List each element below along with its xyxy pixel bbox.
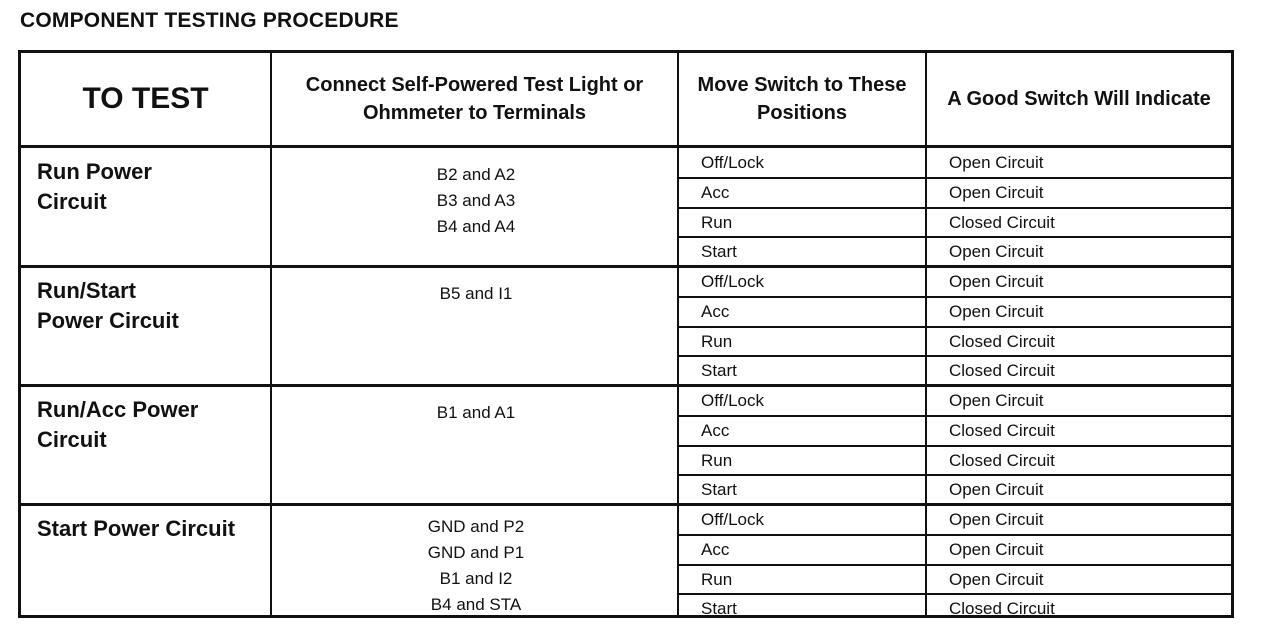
circuit-indication: Open Circuit: [949, 153, 1044, 172]
group-name: Run/Start Power Circuit: [37, 278, 179, 333]
switch-position: Off/Lock: [701, 391, 764, 410]
terminal-list: [273, 514, 679, 618]
circuit-indication: Open Circuit: [949, 539, 1044, 559]
circuit-indication: Open Circuit: [949, 242, 1044, 262]
group-divider: [21, 384, 1231, 387]
terminal-pair: GND and P1: [427, 543, 525, 562]
component-testing-table: [18, 50, 1234, 618]
switch-position: Run: [701, 331, 733, 351]
circuit-indication: Open Circuit: [949, 391, 1044, 410]
row-divider: [679, 326, 1231, 328]
circuit-indication: Open Circuit: [949, 510, 1044, 529]
terminal-pair: B4 and A4: [436, 217, 516, 236]
circuit-indication: Open Circuit: [949, 301, 1044, 321]
row-divider: [679, 534, 1231, 536]
terminal-pair: B1 and I2: [439, 569, 513, 588]
switch-position: Off/Lock: [701, 153, 764, 172]
group-divider: [21, 265, 1231, 268]
circuit-indication: Closed Circuit: [949, 331, 1055, 351]
switch-position: Start: [701, 599, 737, 619]
circuit-indication: Open Circuit: [949, 569, 1044, 589]
switch-position: Acc: [701, 420, 730, 440]
terminal-list: [273, 281, 679, 307]
switch-position: Run: [701, 212, 733, 232]
circuit-indication: Closed Circuit: [949, 420, 1055, 440]
header-to-test: TO TEST: [82, 82, 209, 115]
page-title: COMPONENT TESTING PROCEDURE: [20, 9, 399, 32]
terminal-list: [273, 400, 679, 426]
circuit-indication: Closed Circuit: [949, 361, 1055, 381]
group-name: Start Power Circuit: [37, 516, 236, 541]
header-divider: [21, 145, 1231, 148]
terminal-pair: B3 and A3: [436, 191, 516, 210]
group-divider: [21, 503, 1231, 506]
circuit-indication: Closed Circuit: [949, 212, 1055, 232]
circuit-indication: Open Circuit: [949, 480, 1044, 500]
group-name: Run/Acc Power Circuit: [37, 397, 199, 452]
switch-position: Off/Lock: [701, 272, 764, 291]
header-good-switch: A Good Switch Will Indicate: [947, 88, 1211, 110]
row-divider: [679, 177, 1231, 179]
row-divider: [679, 296, 1231, 298]
terminal-pair: GND and P2: [427, 517, 525, 536]
switch-position: Run: [701, 569, 733, 589]
terminal-pair: B2 and A2: [436, 165, 516, 184]
switch-position: Acc: [701, 301, 730, 321]
row-divider: [679, 355, 1231, 357]
header-switch-positions: Move Switch to These Positions: [697, 74, 907, 124]
terminal-pair: B5 and I1: [439, 284, 513, 303]
circuit-indication: Open Circuit: [949, 272, 1044, 291]
switch-position: Off/Lock: [701, 510, 764, 529]
row-divider: [679, 564, 1231, 566]
row-divider: [679, 415, 1231, 417]
switch-position: Start: [701, 480, 737, 500]
switch-position: Acc: [701, 539, 730, 559]
terminal-list: [273, 162, 679, 240]
header-connect-terminals: Connect Self-Powered Test Light or Ohmmeter to Terminals: [305, 74, 644, 124]
terminal-pair: B4 and STA: [430, 595, 522, 614]
row-divider: [679, 474, 1231, 476]
switch-position: Acc: [701, 182, 730, 202]
switch-position: Start: [701, 242, 737, 262]
group-name: Run Power Circuit: [37, 159, 152, 214]
circuit-indication: Closed Circuit: [949, 450, 1055, 470]
row-divider: [679, 236, 1231, 238]
switch-position: Run: [701, 450, 733, 470]
row-divider: [679, 207, 1231, 209]
switch-position: Start: [701, 361, 737, 381]
row-divider: [679, 445, 1231, 447]
circuit-indication: Open Circuit: [949, 182, 1044, 202]
row-divider: [679, 593, 1231, 595]
terminal-pair: B1 and A1: [436, 403, 516, 422]
circuit-indication: Closed Circuit: [949, 599, 1055, 619]
